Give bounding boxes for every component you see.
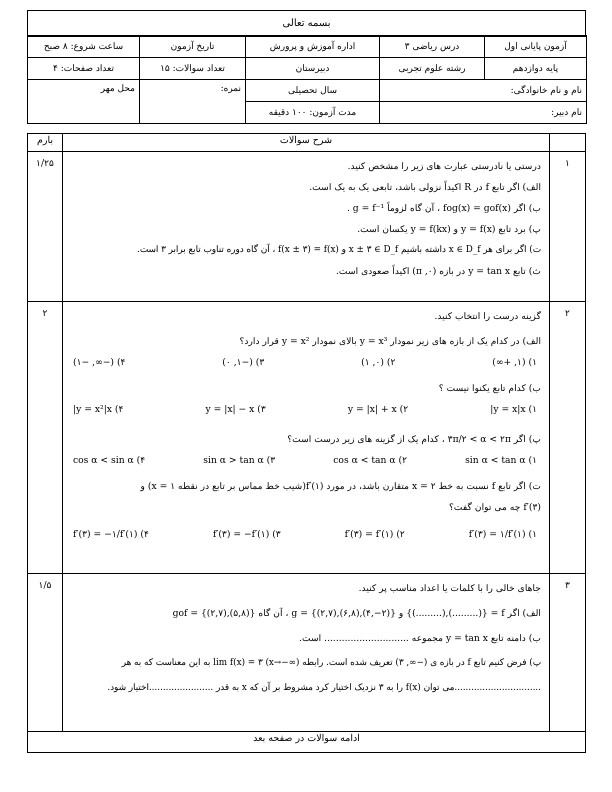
question-intro: جاهای خالی را با کلمات یا اعداد مناسب پر کنید.	[358, 583, 541, 594]
option-2[interactable]: ۲) cos α < tan α	[333, 455, 408, 466]
option-1[interactable]: ۱) f′(۳) = ۱/f′(۱)	[468, 529, 537, 540]
continued-note: ادامه سوالات در صفحه بعد	[28, 732, 586, 753]
part-t-options	[69, 524, 541, 546]
option-2[interactable]: ۲) (۰, ۱)	[361, 357, 396, 368]
field: رشته علوم تجربی	[380, 58, 485, 80]
part-p-cont[interactable]: ...............................می توان f(x) را به ۳ نزدیک اختیار کرد مشروط بر آن که x به قدر .......................اختیار شود.	[107, 683, 541, 693]
part-p-options	[69, 450, 541, 472]
part-b-options	[69, 399, 541, 421]
option-4[interactable]: ۴) f′(۳) = −۱/f′(۱)	[73, 529, 149, 540]
part-a: الف) در کدام یک از بازه های زیر نمودار y = x³ بالای نمودار y = x² قرار دارد؟	[239, 336, 541, 347]
question-count: تعداد سوالات: ۱۵	[140, 58, 246, 80]
statement-t: ت) اگر برای هر x ∈ D_f داشته باشیم x ± ۳ ∈ D_f و f(x ± ۳) = f(x) ، آن گاه دوره تناوب تابع برابر ۳ است.	[137, 245, 541, 255]
option-4[interactable]: ۴) (−∞, −۱)	[73, 357, 126, 368]
option-1[interactable]: ۱) sin α < tan α	[465, 455, 537, 466]
education-office: اداره آموزش و پرورش	[246, 36, 380, 58]
exam-date: تاریخ آزمون	[140, 36, 246, 58]
statement-a: الف) اگر تابع f در R اکیداً نزولی باشد، تابعی یک به یک است.	[309, 182, 541, 193]
questions-table	[27, 133, 586, 753]
question-intro: گزینه درست را انتخاب کنید.	[434, 311, 541, 322]
option-2[interactable]: ۲) f′(۳) = f′(۱)	[344, 529, 405, 540]
statement-p: پ) برد تابع y = f(x) و y = f(kx) یکسان است.	[357, 224, 541, 235]
questions-header: شرح سوالات	[63, 134, 550, 152]
seal-area: محل مهر	[28, 80, 140, 124]
exam-type: آزمون پایانی اول	[485, 36, 587, 58]
page-count: تعداد صفحات: ۴	[28, 58, 140, 80]
grade-level: پایه دوازدهم	[485, 58, 587, 80]
question-number: ۲	[550, 302, 586, 574]
option-2[interactable]: ۲) y = |x| + x	[347, 404, 409, 415]
option-1[interactable]: ۱) y = x|x|	[490, 404, 537, 415]
part-b: ب) کدام تابع یکنوا نیست ؟	[438, 383, 541, 394]
score-header: بارم	[28, 134, 63, 152]
part-p: پ) اگر ۳π/۲ < α < ۲π ، کدام یک از گزینه های زیر درست است؟	[287, 434, 541, 445]
question-3	[28, 574, 586, 732]
question-number: ۳	[550, 574, 586, 732]
grade-field[interactable]: نمره:	[140, 80, 246, 124]
school-year: سال تحصیلی	[246, 80, 380, 102]
part-a[interactable]: الف) اگر f = {(.........),(.........)} و g = {(۲,۷),(۶,۸),(۴,−۲)} ، آن گاه gof = {(۲,۷),(۵,۸)}	[172, 608, 541, 619]
question-score: ۱/۲۵	[28, 152, 63, 302]
start-time: ساعت شروع: ۸ صبح	[28, 36, 140, 58]
question-2	[28, 302, 586, 574]
question-score: ۲	[28, 302, 63, 574]
option-4[interactable]: ۴) y = x²|x|	[73, 404, 124, 415]
question-intro: درستی یا نادرستی عبارت های زیر را مشخص کنید.	[347, 161, 541, 172]
exam-duration: مدت آزمون: ۱۰۰ دقیقه	[246, 102, 380, 124]
part-t-cont: f′(۳) چه می توان گفت؟	[449, 502, 541, 513]
statement-s: ث) تابع y = tan x در بازه (۰, π) اکیداً صعودی است.	[336, 266, 541, 277]
basmala: بسمه تعالی	[27, 10, 586, 37]
part-a-options	[69, 352, 541, 374]
number-col-header	[550, 134, 586, 152]
exam-header	[27, 35, 587, 124]
option-1[interactable]: ۱) (۱, +∞)	[492, 357, 537, 368]
question-1	[28, 152, 586, 302]
option-3[interactable]: ۳) (−۱, ۰)	[222, 357, 265, 368]
part-b[interactable]: ب) دامنه تابع y = tan x مجموعه ............................. است.	[299, 633, 541, 644]
school: دبیرستان	[246, 58, 380, 80]
option-3[interactable]: ۳) y = |x| − x	[205, 404, 266, 415]
part-t: ت) اگر تابع f نسبت به خط x = ۲ متقارن باشد، در مورد f′(۱)(شیب خط مماس بر تابع در نقطه x = ۱) و	[140, 481, 541, 492]
part-p: پ) فرض کنیم تابع f در بازه ی (−∞, ۳) تعریف شده است. رابطه lim f(x) = ۳ (x→−∞) به این معناست که به هر	[121, 658, 541, 668]
statement-b: ب) اگر fog(x) = gof(x) ، آن گاه لزوماً g = f⁻¹ .	[346, 203, 541, 214]
question-score: ۱/۵	[28, 574, 63, 732]
option-3[interactable]: ۳) f′(۳) = −f′(۱)	[212, 529, 281, 540]
teacher-name-field[interactable]: نام دبیر:	[380, 102, 587, 124]
course: درس ریاضی ۳	[380, 36, 485, 58]
question-number: ۱	[550, 152, 586, 302]
student-name-field[interactable]: نام و نام خانوادگی:	[380, 80, 587, 102]
option-4[interactable]: ۴) cos α < sin α	[73, 455, 146, 466]
option-3[interactable]: ۳) sin α > tan α	[203, 455, 276, 466]
